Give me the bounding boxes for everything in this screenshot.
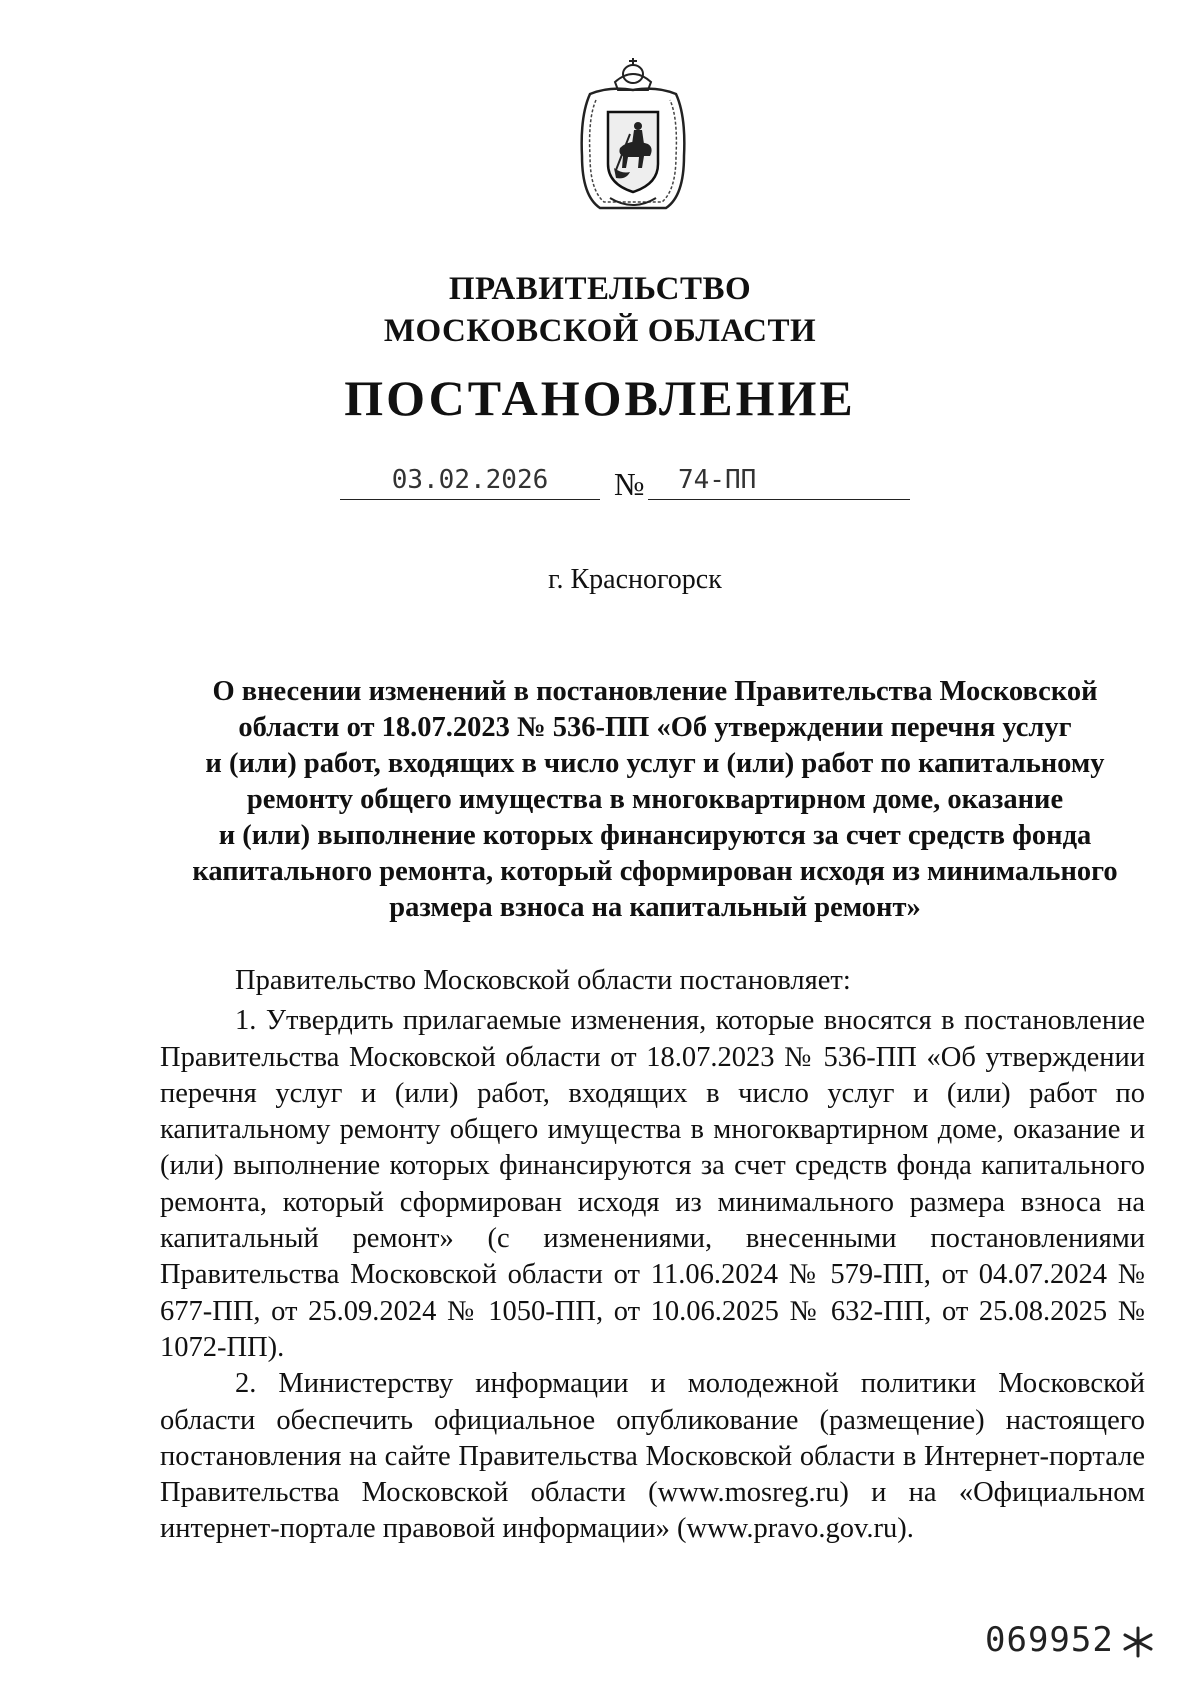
city: г. Красногорск <box>548 564 722 595</box>
title-line: размера взноса на капитальный ремонт» <box>389 892 921 923</box>
document-type: ПОСТАНОВЛЕНИЕ <box>344 370 856 426</box>
serial-number: 069952 <box>985 1620 1114 1660</box>
organization-name <box>0 268 1200 352</box>
asterisk-icon <box>1120 1624 1156 1660</box>
number-sign: № <box>614 466 645 502</box>
item-2: 2. Министерству информации и молодежной политики Московской области обеспечить официальное опубликование (размещение) настоящего постановления на сайте Правительства Московской области в Интернет-портале Правительства Московской области (www.mosreg.ru) и на «Официальном интернет-портале правовой информации» (www.pravo.gov.ru). <box>160 1368 1145 1545</box>
registration-date: 03.02.2026 <box>340 465 600 500</box>
title-line: области от 18.07.2023 № 536-ПП «Об утверждении перечня услуг <box>238 712 1072 743</box>
title-line: О внесении изменений в постановление Правительства Московской <box>212 676 1098 707</box>
org-line-2: МОСКОВСКОЙ ОБЛАСТИ <box>383 313 817 349</box>
document-title <box>180 674 1130 926</box>
registration-number: 74-ПП <box>648 465 910 500</box>
title-line: капитального ремонта, который сформирован исходя из минимального <box>192 856 1118 887</box>
title-line: и (или) выполнение которых финансируются за счет средств фонда <box>218 820 1092 851</box>
document-body <box>160 963 1145 1548</box>
title-line: и (или) работ, входящих в число услуг и (или) работ по капитальному <box>205 748 1105 779</box>
org-line-1: ПРАВИТЕЛЬСТВО <box>448 271 752 307</box>
decree-statement: Правительство Московской области постановляет: <box>235 965 851 996</box>
item-1: 1. Утвердить прилагаемые изменения, которые вносятся в постановление Правительства Московской области от 18.07.2023 № 536-ПП «Об утверждении перечня услуг и (или) работ, входящих в число услуг и (или) работ по капитальному ремонту общего имущества в многоквартирном доме, оказание и (или) выполнение которых финансируются за счет средств фонда капитального ремонта, который сформирован исходя из минимального размера взноса на капитальный ремонт» (с изменениями, внесенными постановлениями Правительства Московской области от 11.06.2024 № 579-ПП, от 04.07.2024 № 677-ПП, от 25.09.2024 № 1050-ПП, от 10.06.2025 № 632-ПП, от 25.08.2025 № 1072-ПП). <box>160 1005 1145 1363</box>
title-line: ремонту общего имущества в многоквартирном доме, оказание <box>246 784 1064 815</box>
coat-of-arms-icon <box>560 56 706 218</box>
